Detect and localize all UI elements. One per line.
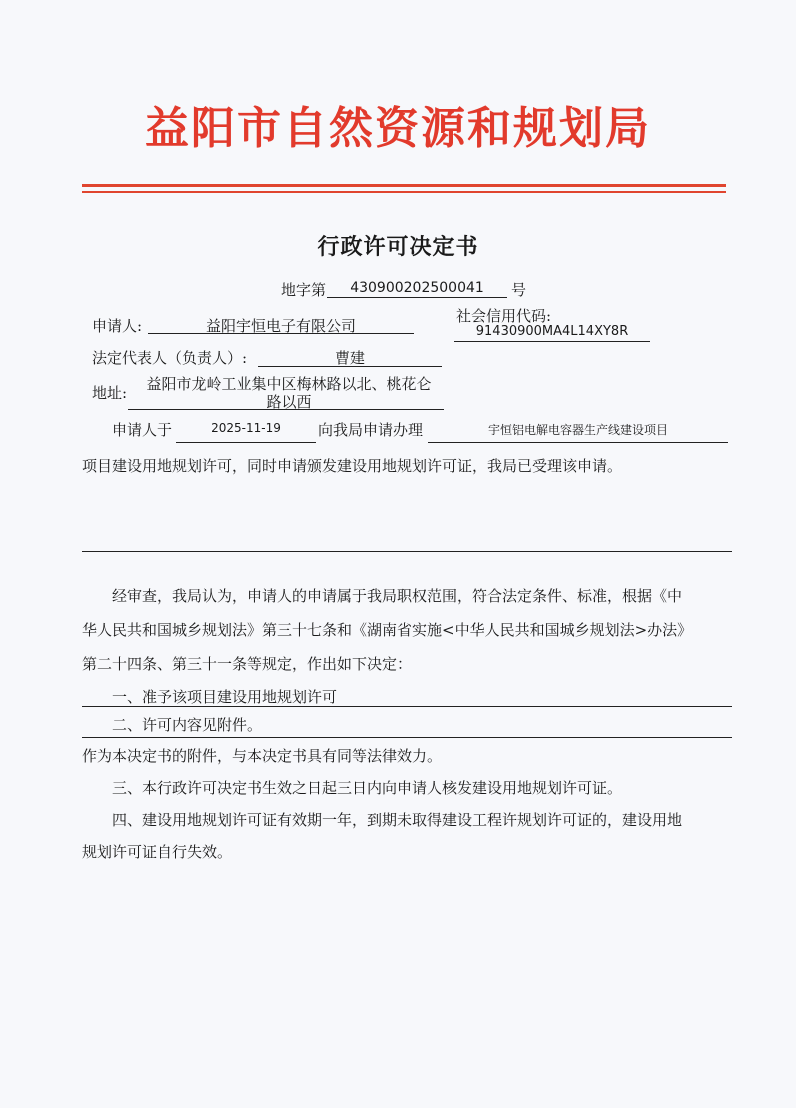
project-name: 宇恒铝电解电容器生产线建设项目 [487,423,668,437]
doc-number-suffix: 号 [511,281,527,299]
header-rule-top [82,184,726,187]
address-line-2: 路以西 [266,393,312,411]
decision-item-2-rule [82,737,732,738]
decision-item-attachment-note: 作为本决定书的附件，与本决定书具有同等法律效力。 [82,747,443,765]
doc-number-value: 430900202500041 [350,280,484,296]
application-middle: 向我局申请办理 [318,421,424,439]
body-paragraph-line-2: 华人民共和国城乡规划法》第三十七条和《湖南省实施<中华人民共和国城乡规划法>办法》 [82,621,693,639]
address-line-1: 益阳市龙岭工业集中区梅林路以北、桃花仑 [146,375,432,393]
org-header: 益阳市自然资源和规划局 [145,103,651,154]
decision-item-4-line-1: 四、建设用地规划许可证有效期一年，到期未取得建设工程许规划许可证的，建设用地 [112,811,683,829]
credit-code-value: 91430900MA4L14XY8R [475,324,629,339]
credit-code-label: 社会信用代码: [456,307,552,325]
address-label: 地址: [92,384,128,402]
body-paragraph-line-1: 经审查，我局认为，申请人的申请属于我局职权范围，符合法定条件、标准，根据《中 [112,587,683,605]
doc-number-underline [327,297,507,298]
decision-item-2: 二、许可内容见附件。 [112,716,263,734]
body-paragraph-line-3: 第二十四条、第三十一条等规定，作出如下决定： [82,655,413,673]
applicant-label: 申请人: [92,317,143,335]
doc-number-prefix: 地字第 [281,281,327,299]
application-prefix: 申请人于 [112,421,173,439]
decision-item-4-line-2: 规划许可证自行失效。 [82,843,233,861]
decision-item-1: 一、准予该项目建设用地规划许可 [112,688,338,706]
blank-rule [82,551,732,552]
credit-code-underline [454,341,650,342]
decision-item-1-rule [82,706,732,707]
document-title: 行政许可决定书 [317,234,479,260]
application-line-2: 项目建设用地规划许可，同时申请颁发建设用地规划许可证，我局已受理该申请。 [82,457,623,475]
address-underline [128,409,444,410]
applicant-name: 益阳宇恒电子有限公司 [205,317,356,335]
application-date: 2025-11-19 [211,421,281,435]
header-rule-bottom [82,191,726,193]
legal-rep-value: 曹建 [334,349,365,367]
legal-rep-label: 法定代表人（负责人）: [92,349,248,367]
decision-item-3: 三、本行政许可决定书生效之日起三日内向申请人核发建设用地规划许可证。 [112,779,623,797]
project-name-underline [428,442,728,443]
application-date-underline [176,442,316,443]
